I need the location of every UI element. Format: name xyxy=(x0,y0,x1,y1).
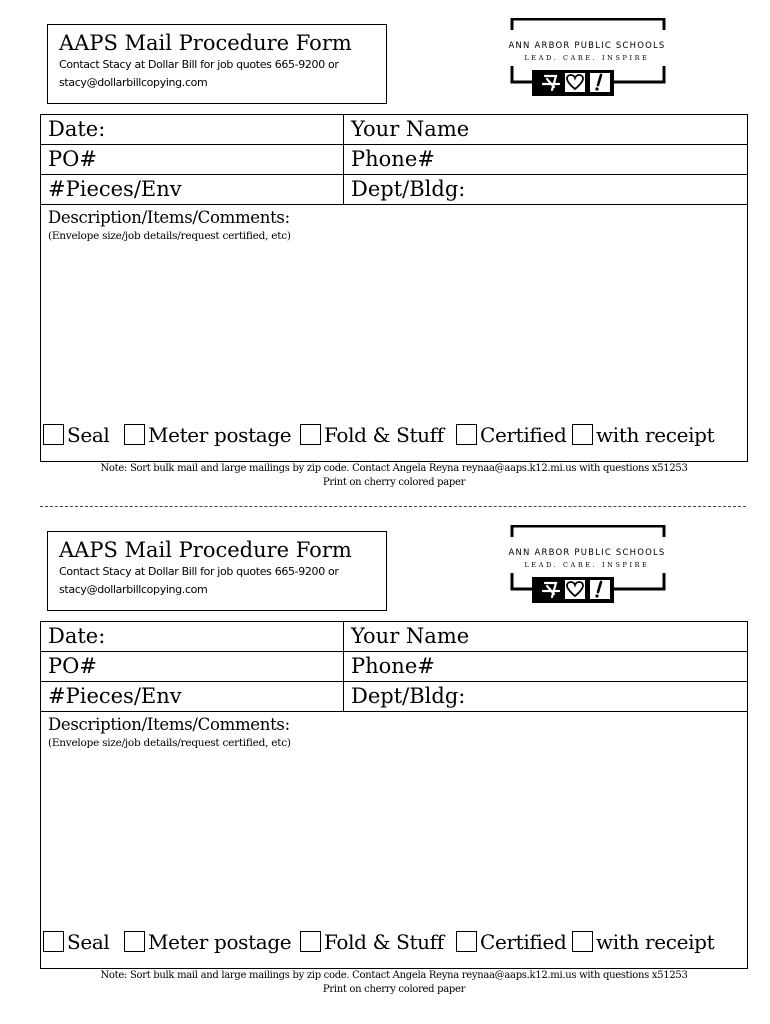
field-row xyxy=(41,622,747,652)
form-note xyxy=(40,462,748,490)
receipt-label: with receipt xyxy=(596,423,715,447)
logo-name: ANN ARBOR PUBLIC SCHOOLS xyxy=(496,41,678,51)
po-field[interactable]: PO# xyxy=(48,654,97,678)
field-row xyxy=(41,175,747,205)
exclamation-icon xyxy=(590,73,610,92)
aaps-logo xyxy=(496,18,678,98)
exclamation-icon xyxy=(590,580,610,599)
seal-checkbox[interactable] xyxy=(43,931,64,952)
heart-icon xyxy=(565,73,585,92)
fold-stuff-checkbox[interactable] xyxy=(300,424,321,445)
receipt-label: with receipt xyxy=(596,930,715,954)
note-paper: Print on cherry colored paper xyxy=(322,477,466,488)
date-field[interactable]: Date: xyxy=(48,624,106,648)
seal-label: Seal xyxy=(67,930,110,954)
pieces-field[interactable]: #Pieces/Env xyxy=(48,684,182,708)
fold-stuff-label: Fold & Stuff xyxy=(324,930,444,954)
certified-checkbox[interactable] xyxy=(456,931,477,952)
field-row xyxy=(41,682,747,712)
date-field[interactable]: Date: xyxy=(48,117,106,141)
aaps-logo xyxy=(496,525,678,605)
form-fields-table xyxy=(40,114,748,462)
certified-checkbox[interactable] xyxy=(456,424,477,445)
field-row xyxy=(41,652,747,682)
description-label: Description/Items/Comments: xyxy=(48,715,290,734)
po-field[interactable]: PO# xyxy=(48,147,97,171)
certified-label: Certified xyxy=(480,423,567,447)
your-name-field[interactable]: Your Name xyxy=(351,624,470,648)
dept-field[interactable]: Dept/Bldg: xyxy=(351,177,466,201)
form-title: AAPS Mail Procedure Form xyxy=(59,538,352,562)
form-header-box xyxy=(47,24,387,104)
service-options xyxy=(43,928,747,958)
note-line: Note: Sort bulk mail and large mailings by zip code. Contact Angela Reyna reynaa@aaps.k12.mi.us with questions x51253 xyxy=(100,970,688,981)
your-name-field[interactable]: Your Name xyxy=(351,117,470,141)
form-note xyxy=(40,969,748,997)
description-hint: (Envelope size/job details/request certified, etc) xyxy=(48,230,291,242)
seal-label: Seal xyxy=(67,423,110,447)
seal-checkbox[interactable] xyxy=(43,424,64,445)
dept-field[interactable]: Dept/Bldg: xyxy=(351,684,466,708)
heart-icon xyxy=(565,580,585,599)
meter-postage-label: Meter postage xyxy=(148,930,292,954)
note-line: Note: Sort bulk mail and large mailings by zip code. Contact Angela Reyna reynaa@aaps.k12.mi.us with questions x51253 xyxy=(100,463,688,474)
meter-postage-checkbox[interactable] xyxy=(124,931,145,952)
contact-email: stacy@dollarbillcopying.com xyxy=(59,76,208,89)
pieces-field[interactable]: #Pieces/Env xyxy=(48,177,182,201)
column-divider xyxy=(343,115,344,205)
fold-stuff-label: Fold & Stuff xyxy=(324,423,444,447)
field-row xyxy=(41,115,747,145)
field-row xyxy=(41,145,747,175)
note-paper: Print on cherry colored paper xyxy=(322,984,466,995)
phone-field[interactable]: Phone# xyxy=(351,654,435,678)
description-label: Description/Items/Comments: xyxy=(48,208,290,227)
service-options xyxy=(43,421,747,451)
contact-line: Contact Stacy at Dollar Bill for job quotes 665-9200 or xyxy=(59,565,339,578)
meter-postage-label: Meter postage xyxy=(148,423,292,447)
meter-postage-checkbox[interactable] xyxy=(124,424,145,445)
form-header-box xyxy=(47,531,387,611)
phone-field[interactable]: Phone# xyxy=(351,147,435,171)
form-fields-table xyxy=(40,621,748,969)
mail-procedure-form xyxy=(0,0,770,500)
logo-tagline: LEAD. CARE. INSPIRE xyxy=(524,54,650,62)
receipt-checkbox[interactable] xyxy=(572,424,593,445)
logo-name: ANN ARBOR PUBLIC SCHOOLS xyxy=(496,548,678,558)
fold-stuff-checkbox[interactable] xyxy=(300,931,321,952)
contact-line: Contact Stacy at Dollar Bill for job quotes 665-9200 or xyxy=(59,58,339,71)
receipt-checkbox[interactable] xyxy=(572,931,593,952)
mail-procedure-form xyxy=(0,507,770,1007)
certified-label: Certified xyxy=(480,930,567,954)
description-hint: (Envelope size/job details/request certified, etc) xyxy=(48,737,291,749)
contact-email: stacy@dollarbillcopying.com xyxy=(59,583,208,596)
form-title: AAPS Mail Procedure Form xyxy=(59,31,352,55)
logo-tagline: LEAD. CARE. INSPIRE xyxy=(524,561,650,569)
column-divider xyxy=(343,622,344,712)
